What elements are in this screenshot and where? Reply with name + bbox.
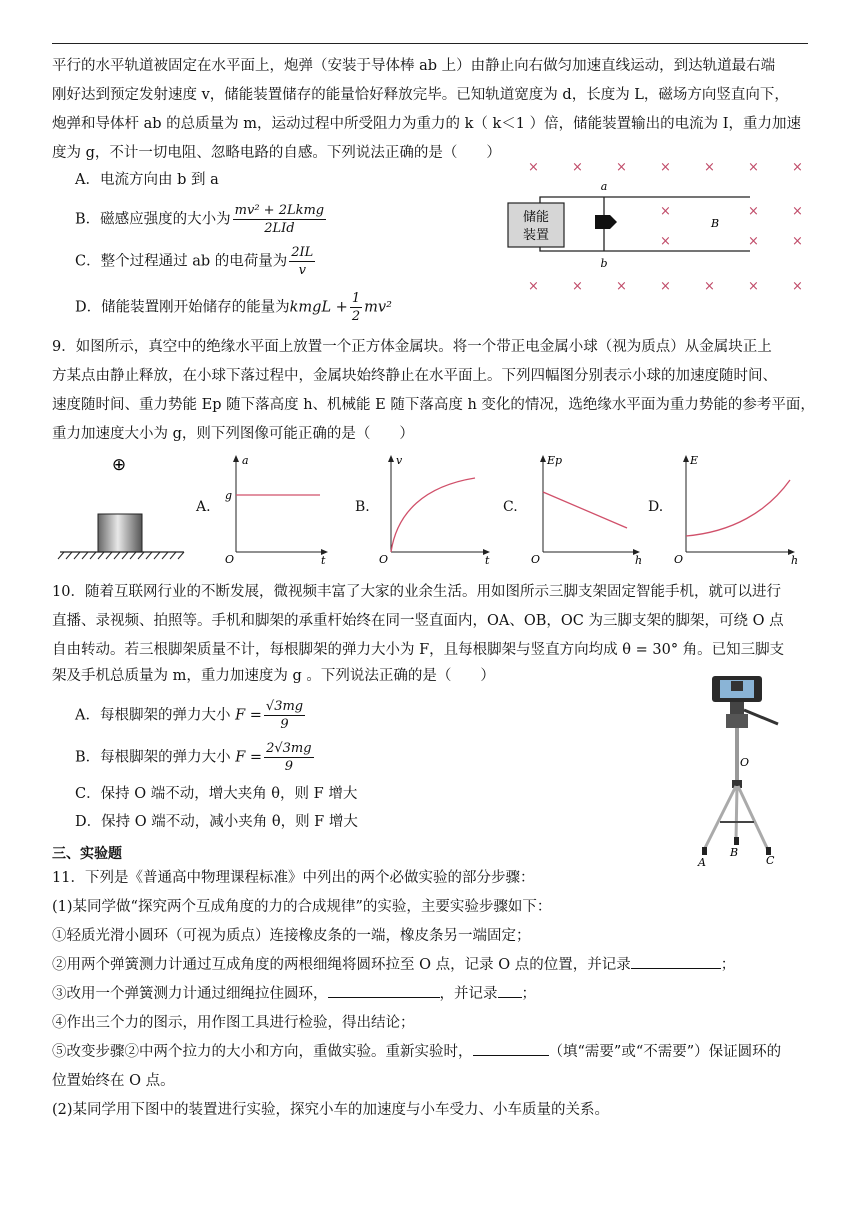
q10-line-4: 架及手机总质量为 m，重力加速度为 g 。下列说法正确的是（ ）	[52, 668, 495, 684]
q11-step3-end: ；	[521, 986, 536, 1002]
q10-line-2: 直播、录视频、拍照等。手机和脚架的承重杆始终在同一竖直面内，OA、OB，OC 为三脚支架的脚架，可绕 O 点	[52, 613, 784, 629]
field-cross: ×	[792, 279, 803, 294]
q8-option-b	[75, 202, 328, 237]
q11-step2-blank[interactable]	[631, 952, 721, 969]
q11-step3-text: ③改用一个弹簧测力计通过细绳拉住圆环，	[52, 986, 328, 1002]
q11-step3-blank-1[interactable]	[328, 981, 440, 998]
graph-c-origin: O	[531, 553, 541, 566]
leg-b	[736, 786, 737, 840]
energy-storage-label-2: 装置	[522, 228, 550, 243]
field-cross: ×	[572, 160, 583, 175]
q8-line-4: 度为 g，不计一切电阻、忽略电路的自感。下列说法正确的是（ ）	[52, 145, 501, 161]
positive-ball: ⊕	[111, 455, 127, 475]
leg-c	[738, 786, 768, 850]
field-cross: ×	[660, 160, 671, 175]
q11-line-5	[52, 980, 808, 1008]
q10-line-3: 自由转动。若三根脚架质量不计，每根脚架的弹力大小为 F，且每根脚架与竖直方向均成 θ = 30° 角。已知三脚支	[52, 642, 785, 658]
field-cross: ×	[792, 160, 803, 175]
q9-graph-d-label: D.	[648, 499, 664, 515]
q8-option-d-tail: mv²	[364, 299, 392, 316]
graph-c-x-label: h	[635, 554, 643, 567]
q10-option-b-label: B．每根脚架的弹力大小	[75, 749, 231, 766]
q11-step3-blank-2[interactable]	[498, 981, 522, 998]
q8-option-c-fraction	[289, 244, 315, 279]
q8-option-c-denominator: v	[298, 263, 306, 278]
field-cross: ×	[528, 279, 539, 294]
q10-option-b-fraction	[264, 740, 313, 775]
field-cross: ×	[748, 160, 759, 175]
energy-storage-label-1: 储能	[522, 210, 550, 225]
q9-graph-c	[527, 452, 647, 567]
q11-line-8: 位置始终在 O 点。	[52, 1073, 175, 1089]
leg-a	[704, 786, 736, 850]
label-field-b: B	[711, 217, 720, 230]
q10-option-a-f: F =	[235, 707, 262, 724]
q9-graph-b-label: B.	[355, 499, 370, 515]
q8-line-2: 刚好达到预定发射速度 v，储能装置储存的能量恰好释放完毕。已知轨道宽度为 d，长度为 L，磁场方向竖直向下，	[52, 87, 789, 103]
q10-tripod-figure	[690, 672, 790, 872]
graph-d-x-label: h	[791, 554, 799, 567]
field-cross: ×	[616, 279, 627, 294]
q8-option-b-denominator: 2LId	[264, 221, 295, 236]
tripod-label-a: A	[698, 856, 706, 869]
q9-line-4: 重力加速度大小为 g，则下列图像可能正确的是（ ）	[52, 426, 414, 442]
ground-hatching	[58, 552, 184, 559]
q8-option-d-numerator: 1	[351, 291, 361, 306]
q10-option-b-denominator: 9	[284, 759, 293, 774]
field-cross: ×	[616, 160, 627, 175]
label-a: a	[600, 180, 608, 193]
q8-option-d-expression: kmgL +	[289, 299, 348, 316]
q10-option-a-denominator: 9	[280, 717, 289, 732]
graph-a-y-label: a	[242, 454, 249, 467]
q10-option-b	[75, 740, 316, 775]
graph-d-curve	[686, 480, 790, 536]
q11-step5-blank[interactable]	[473, 1039, 549, 1056]
q8-option-c	[75, 244, 317, 279]
q9-line-1: 9．如图所示，真空中的绝缘水平面上放置一个正方体金属块。将一个带正电金属小球（视为质点）从金属块正上	[52, 339, 772, 355]
tripod-label-c: C	[766, 854, 775, 867]
q9-graph-a-label: A.	[196, 499, 211, 515]
q8-option-c-label: C．整个过程通过 ab 的电荷量为	[75, 253, 288, 270]
field-cross: ×	[660, 234, 671, 249]
field-cross: ×	[528, 160, 539, 175]
field-cross: ×	[660, 279, 671, 294]
q8-option-d-label: D．储能装置刚开始储存的能量为	[75, 299, 290, 316]
q9-line-2: 方某点由静止释放，在小球下落过程中，金属块始终静止在水平面上。下列四幅图分别表示小球的加速度随时间、	[52, 368, 777, 384]
q9-line-3: 速度随时间、重力势能 Ep 随下落高度 h、机械能 E 随下落高度 h 变化的情况，选绝缘水平面为重力势能的参考平面，	[52, 397, 815, 413]
q8-option-b-fraction	[233, 202, 326, 237]
q11-line-7	[52, 1038, 808, 1066]
tripod-label-o: O	[740, 756, 750, 769]
graph-a-origin: O	[225, 553, 235, 566]
q9-graph-c-label: C.	[503, 499, 518, 515]
q8-option-b-numerator: mv² + 2Lkmg	[234, 203, 325, 218]
field-cross: ×	[748, 234, 759, 249]
graph-a-g-label: g	[225, 489, 233, 502]
q11-step5-end: （填“需要”或“不需要”）保证圆环的	[548, 1044, 782, 1060]
magnetic-field-crosses	[528, 160, 803, 294]
head	[726, 714, 748, 728]
q9-graph-b	[375, 452, 495, 567]
q9-graph-d	[672, 452, 802, 567]
phone-mount	[730, 702, 744, 714]
field-cross: ×	[748, 279, 759, 294]
q11-step2-text: ②用两个弹簧测力计通过互成角度的两根细绳将圆环拉至 O 点，记录 O 点的位置，并记录	[52, 957, 631, 973]
q8-option-d-denominator: 2	[351, 309, 361, 324]
tripod-label-b: B	[730, 846, 739, 859]
q11-line-9: (2)某同学用下图中的装置进行实验，探究小车的加速度与小车受力、小车质量的关系。	[52, 1102, 610, 1118]
q10-option-a-label: A．每根脚架的弹力大小	[75, 707, 231, 724]
q11-line-6: ④作出三个力的图示，用作图工具进行检验，得出结论；	[52, 1015, 415, 1031]
graph-c-curve	[543, 492, 627, 528]
lower-rail	[540, 243, 750, 251]
graph-b-curve	[391, 478, 475, 552]
graph-a-x-label: t	[321, 554, 326, 567]
q8-option-d-fraction	[350, 290, 362, 325]
q11-step3-mid: ，并记录	[439, 986, 498, 1002]
field-cross: ×	[792, 234, 803, 249]
q10-option-b-numerator: 2√3mg	[266, 741, 312, 756]
q10-option-c: C．保持 O 端不动，增大夹角 θ，则 F 增大	[75, 786, 358, 802]
q8-option-d	[75, 290, 392, 325]
q10-option-a	[75, 698, 307, 733]
q10-option-a-numerator: √3mg	[265, 699, 304, 714]
q9-graph-a	[220, 452, 330, 567]
q8-railgun-figure	[500, 155, 810, 305]
graph-d-y-label: E	[690, 454, 699, 467]
q11-step5-text: ⑤改变步骤②中两个拉力的大小和方向，重做实验。重新实验时，	[52, 1044, 473, 1060]
pan-handle	[744, 710, 778, 724]
q11-line-2: (1)某同学做“探究两个互成角度的力的合成规律”的实验，主要实验步骤如下：	[52, 899, 552, 915]
field-cross: ×	[704, 160, 715, 175]
q11-line-4	[52, 951, 808, 979]
q8-option-c-numerator: 2IL	[291, 245, 314, 260]
section-heading: 三、实验题	[52, 846, 122, 862]
graph-b-x-label: t	[485, 554, 490, 567]
q8-line-3: 炮弹和导体杆 ab 的总质量为 m，运动过程中所受阻力为重力的 k（ k＜1 ）倍，储能装置输出的电流为 I，重力加速	[52, 116, 801, 132]
graph-b-y-label: v	[396, 454, 403, 467]
field-cross: ×	[660, 204, 671, 219]
q10-line-1: 10．随着互联网行业的不断发展，微视频丰富了大家的业余生活。用如图所示三脚支架固定智能手机，就可以进行	[52, 584, 781, 600]
field-cross: ×	[792, 204, 803, 219]
q11-line-1: 11．下列是《普通高中物理课程标准》中列出的两个必做实验的部分步骤：	[52, 870, 535, 886]
q11-line-3: ①轻质光滑小圆环（可视为质点）连接橡皮条的一端，橡皮条另一端固定；	[52, 928, 531, 944]
graph-b-origin: O	[379, 553, 389, 566]
q8-option-a: A．电流方向由 b 到 a	[75, 172, 219, 188]
projectile	[595, 215, 617, 229]
graph-d-origin: O	[674, 553, 684, 566]
q11-step2-end: ；	[720, 957, 736, 973]
q10-option-d: D．保持 O 端不动，减小夹角 θ，则 F 增大	[75, 814, 358, 830]
label-b: b	[600, 257, 608, 270]
q8-option-b-label: B．磁感应强度的大小为	[75, 211, 231, 228]
q8-line-1: 平行的水平轨道被固定在水平面上，炮弹（安装于导体棒 ab 上）由静止向右做匀加速直线运动，到达轨道最右端	[52, 58, 776, 74]
upper-rail	[540, 197, 750, 203]
field-cross: ×	[704, 279, 715, 294]
q10-option-a-fraction	[264, 698, 305, 733]
top-rule	[52, 43, 808, 44]
field-cross: ×	[748, 204, 759, 219]
q10-option-b-f: F =	[235, 749, 263, 766]
graph-c-y-label: Ep	[547, 454, 563, 467]
field-cross: ×	[572, 279, 583, 294]
q9-setup-figure	[52, 450, 192, 565]
metal-block	[98, 514, 142, 552]
